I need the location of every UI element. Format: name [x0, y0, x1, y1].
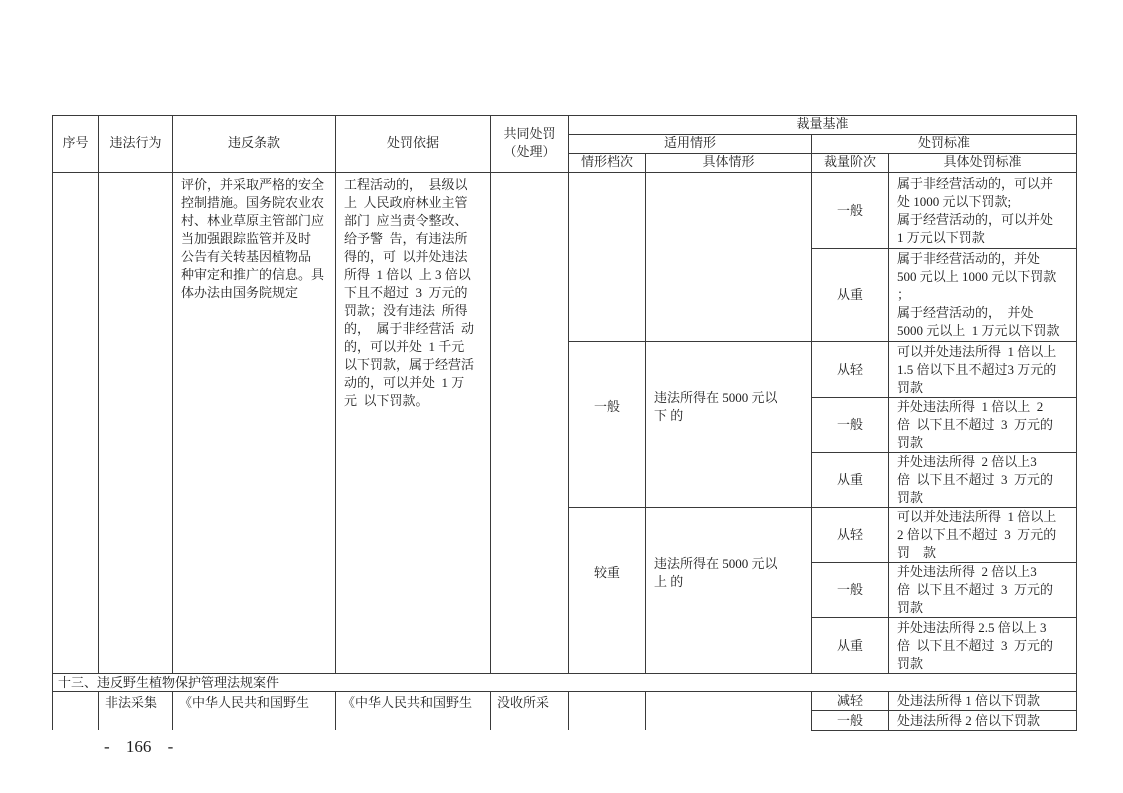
violated-clause-text: 《中华人民共和国野生	[179, 695, 310, 710]
discretion-level-label: 减轻	[836, 693, 863, 708]
penalty-standard-cell	[888, 452, 1077, 508]
circumstance-tier-cell-empty	[568, 691, 646, 730]
header-circumstance-tier: 情形档次	[580, 155, 633, 170]
page-number: - 166 -	[104, 737, 174, 756]
header-cell-discretion-standard	[568, 115, 1077, 135]
discretion-level-cell	[811, 172, 889, 249]
header-violation-act: 违法行为	[109, 136, 162, 151]
discretion-level-label: 从重	[836, 637, 863, 653]
specific-circumstance-cell-empty	[645, 691, 812, 730]
penalty-standard-text: 可以并处违法所得 1 倍以上 1.5 倍以下且不超过3 万元的 罚款	[897, 343, 1057, 395]
header-cell-applicable-circumstances	[568, 134, 812, 154]
penalty-standard-text: 属于非经营活动的，并处 500 元以上 1000 元以下罚款 ； 属于经营活动的， 并处 5000 元以上 1 万元以下罚款	[897, 251, 1060, 338]
discretion-level-label: 一般	[836, 582, 863, 597]
specific-circumstance-cell	[645, 341, 812, 508]
penalty-standard-cell	[888, 341, 1077, 398]
penalty-standard-cell	[888, 248, 1077, 342]
header-cell-circumstance-tier	[568, 153, 646, 173]
discretion-level-cell	[811, 507, 889, 563]
header-discretion-standard: 裁量基准	[796, 117, 849, 132]
header-violated-clause: 违反条款	[227, 136, 280, 151]
header-cell-discretion-level	[811, 153, 889, 173]
penalty-standard-text: 并处违法所得 2 倍以上3 倍 以下且不超过 3 万元的 罚款	[897, 454, 1054, 505]
discretion-level-cell	[811, 691, 889, 711]
discretion-level-cell	[811, 710, 889, 731]
header-common-penalty: 共同处罚 （处理）	[503, 127, 556, 160]
header-specific-penalty-standard: 具体处罚标准	[943, 155, 1022, 170]
cell-violation-act	[98, 691, 173, 730]
header-cell-violation-act	[98, 115, 173, 173]
circumstance-tier-cell-empty	[568, 172, 646, 342]
discretion-level-cell	[811, 397, 889, 453]
cell-violation-act-empty	[98, 172, 173, 674]
common-penalty-text: 没收所采	[497, 695, 550, 710]
header-cell-common-penalty	[490, 115, 569, 173]
section-title-row	[52, 673, 1077, 692]
header-applicable-circumstances: 适用情形	[663, 136, 716, 151]
specific-circumstance-text: 违法所得在 5000 元以 下 的	[654, 389, 778, 423]
cell-common-penalty	[490, 691, 569, 730]
header-discretion-level: 裁量阶次	[823, 155, 876, 170]
penalty-basis-text: 工程活动的， 县级以 上 人民政府林业主管 部门 应当责令整改、 给予警 告，有违法所 得的，可 以并处违法 所得 1 倍以 上 3 倍以 下且不超过 3 万元的 罚款；没有违法 所得 的， 属于非经营活 动 的，可以并处 1 千元 以下罚款，属于经营活 动的，可以并处 1 万 元 以下罚款。	[344, 177, 475, 408]
header-penalty-standard: 处罚标准	[917, 136, 970, 151]
specific-circumstance-cell	[645, 507, 812, 674]
penalty-standard-text: 处违法所得 2 倍以下罚款	[897, 712, 1041, 728]
header-cell-seq	[52, 115, 99, 173]
discretion-level-cell	[811, 452, 889, 508]
discretion-level-label: 从轻	[836, 527, 863, 542]
cell-violated-clause	[172, 172, 336, 674]
discretion-level-cell	[811, 617, 889, 674]
specific-circumstance-cell-empty	[645, 172, 812, 342]
violation-act-text: 非法采集	[105, 695, 158, 710]
cell-common-penalty-empty	[490, 172, 569, 674]
header-cell-penalty-standard	[811, 134, 1077, 154]
penalty-standard-cell	[888, 507, 1077, 563]
circumstance-tier-label: 一般	[593, 398, 620, 414]
penalty-standard-text: 并处违法所得 2.5 倍以上 3 倍 以下且不超过 3 万元的 罚款	[897, 619, 1054, 671]
penalty-standard-text: 并处违法所得 2 倍以上3 倍 以下且不超过 3 万元的 罚款	[897, 564, 1054, 615]
section-title: 十三、违反野生植物保护管理法规案件	[58, 674, 280, 690]
penalty-basis-text: 《中华人民共和国野生	[342, 695, 473, 710]
penalty-standard-cell	[888, 691, 1077, 711]
header-cell-specific-circumstance	[645, 153, 812, 173]
penalty-standard-cell	[888, 710, 1077, 731]
specific-circumstance-text: 违法所得在 5000 元以 上 的	[654, 555, 778, 589]
header-specific-circumstance: 具体情形	[702, 155, 755, 170]
violated-clause-text: 评价，并采取严格的安全 控制措施。国务院农业农 村、林业草原主管部门应 当加强跟踪监管并及时 公告有关转基因植物品 种审定和推广的信息。具 体办法由国务院规定	[181, 177, 325, 300]
cell-penalty-basis	[335, 691, 491, 730]
discretion-level-cell	[811, 341, 889, 398]
cell-seq-empty	[52, 172, 99, 674]
header-cell-penalty-basis	[335, 115, 491, 173]
penalty-standard-cell	[888, 617, 1077, 674]
discretion-level-cell	[811, 248, 889, 342]
cell-violated-clause	[172, 691, 336, 730]
discretion-level-label: 一般	[836, 417, 863, 432]
header-penalty-basis: 处罚依据	[386, 136, 439, 151]
penalty-standard-text: 处违法所得 1 倍以下罚款	[897, 693, 1041, 708]
penalty-standard-text: 可以并处违法所得 1 倍以上 2 倍以下且不超过 3 万元的 罚 款	[897, 509, 1057, 560]
circumstance-tier-cell	[568, 507, 646, 674]
discretion-level-label: 从重	[836, 472, 863, 487]
discretion-level-label: 从重	[836, 287, 863, 302]
penalty-standard-text: 并处违法所得 1 倍以上 2 倍 以下且不超过 3 万元的 罚款	[897, 399, 1054, 450]
penalty-standard-cell	[888, 172, 1077, 249]
header-cell-violated-clause	[172, 115, 336, 173]
circumstance-tier-label: 较重	[593, 564, 620, 580]
discretion-level-label: 一般	[836, 202, 863, 218]
header-seq: 序号	[62, 136, 89, 151]
penalty-standard-cell	[888, 397, 1077, 453]
penalty-standard-cell	[888, 562, 1077, 618]
cell-penalty-basis	[335, 172, 491, 674]
penalty-standard-text: 属于非经营活动的，可以并 处 1000 元以下罚款; 属于经营活动的，可以并处 1 万元以下罚款	[897, 175, 1054, 245]
circumstance-tier-cell	[568, 341, 646, 508]
discretion-level-label: 一般	[836, 712, 863, 728]
discretion-level-cell	[811, 562, 889, 618]
discretion-level-label: 从轻	[836, 361, 863, 377]
header-cell-specific-penalty-standard	[888, 153, 1077, 173]
cell-seq-empty	[52, 691, 99, 730]
